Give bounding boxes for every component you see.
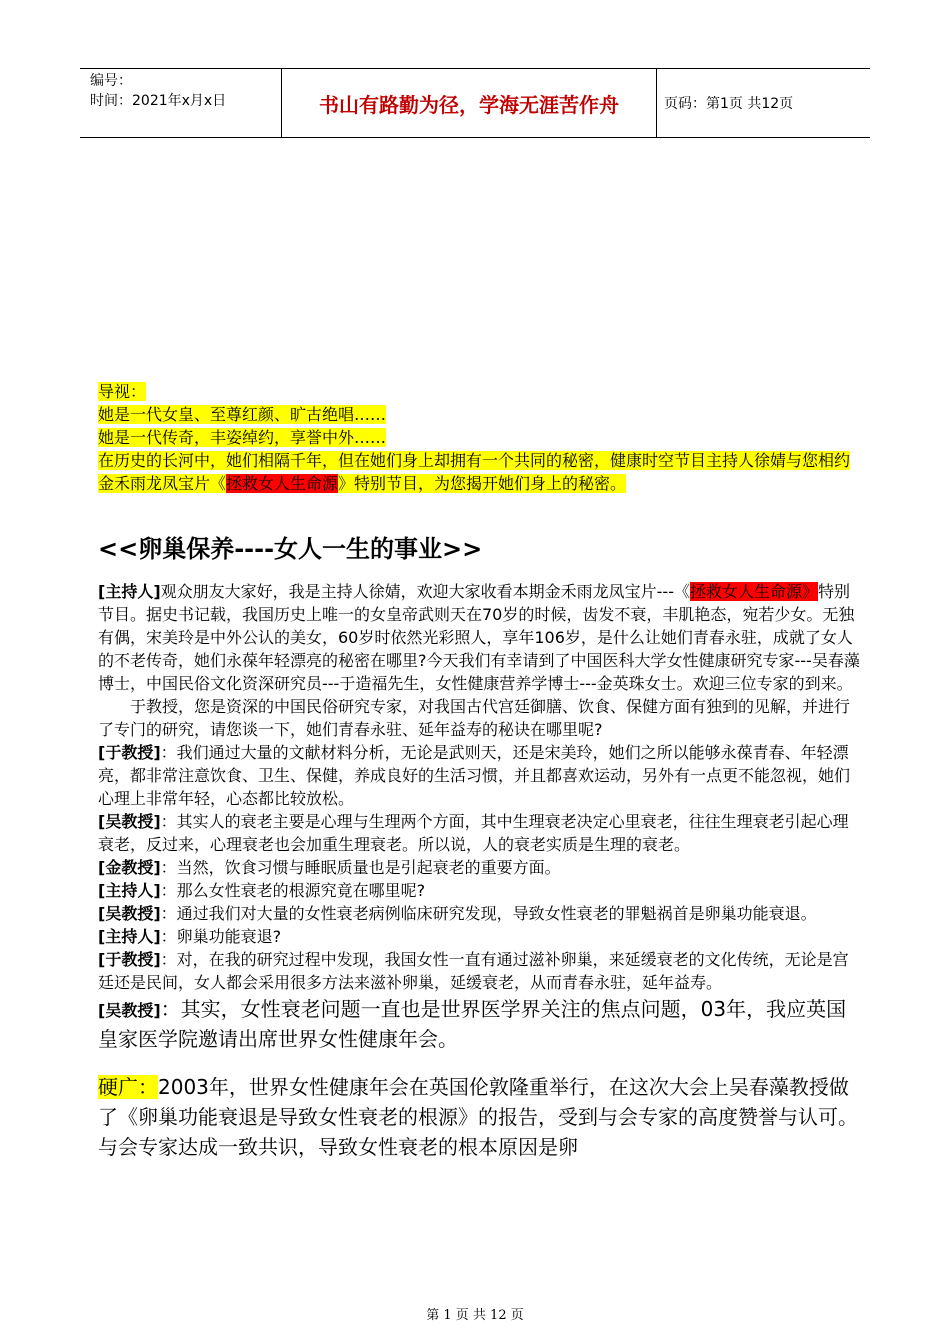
header-page-code: 页码：第1页 共12页 xyxy=(664,96,794,112)
paragraph-question: [主持人]：卵巢功能衰退? xyxy=(98,927,282,946)
speaker-label: [吴教授] xyxy=(98,1001,161,1020)
paragraph-question: 于教授，您是资深的中国民俗研究专家，对我国古代宫廷御膳、饮食、保健方面有独到的见解，并进行了专门的研究，请您谈一下，她们青春永驻、延年益寿的秘诀在哪里呢? xyxy=(98,697,851,739)
header-meta xyxy=(80,69,282,137)
guide-line-2: 她是一代传奇，丰姿绰约，享誉中外…… xyxy=(98,428,387,447)
paragraph-answer: [于教授]：对，在我的研究过程中发现，我国女性一直有通过滋补卵巢，来延缓衰老的文化传统，无论是宫廷还是民间，女人都会采用很多方法来滋补卵巢，延缓衰老，从而青春永驻，延年益寿。 xyxy=(98,950,849,992)
paragraph-answer: [吴教授]：其实，女性衰老问题一直也是世界医学界关注的焦点问题，03年，我应英国皇家医学院邀请出席世界女性健康年会。 xyxy=(98,997,847,1051)
speaker-label: [主持人] xyxy=(98,881,161,900)
header-motto: 书山有路勤为径，学海无涯苦作舟 xyxy=(282,69,657,137)
speaker-label: [于教授] xyxy=(98,950,161,969)
ad-label: 硬广： xyxy=(98,1075,158,1099)
speaker-label: [吴教授] xyxy=(98,904,161,923)
paragraph-answer: [吴教授]：其实人的衰老主要是心理与生理两个方面，其中生理衰老决定心里衰老，往往生理衰老引起心理衰老，反过来，心理衰老也会加重生理衰老。所以说，人的衰老实质是生理的衰老。 xyxy=(98,812,849,854)
page-header xyxy=(80,68,870,138)
guide-line-1: 她是一代女皇、至尊红颜、旷古绝唱…… xyxy=(98,405,387,424)
guide-line-3-red: 拯救女人生命源 xyxy=(226,474,339,493)
transcript-body xyxy=(98,580,860,1162)
guide-line-3-post: 》特别节目，为您揭开她们身上的秘密。 xyxy=(338,474,627,493)
document-title: <<卵巢保养----女人一生的事业>> xyxy=(98,535,483,563)
paragraph-host-intro: [主持人]观众朋友大家好，我是主持人徐婧，欢迎大家收看本期金禾雨龙凤宝片---《拯救女人生命源》特别节目。据史书记载，我国历史上唯一的女皇帝武则天在70岁的时候，齿发不衰，丰肌艳态，宛若少女。无独有偶，宋美玲是中外公认的美女，60岁时依然光彩照人，享年106岁，是什么让她们青春永驻，成就了女人的不老传奇，她们永葆年轻漂亮的秘密在哪里?今天我们有幸请到了中国医科大学女性健康研究专家---吴春藻博士，中国民俗文化资深研究员---于造福先生，女性健康营养学博士---金英珠女士。欢迎三位专家的到来。 xyxy=(98,582,860,693)
speaker-label: [吴教授] xyxy=(98,812,161,831)
speaker-label: [金教授] xyxy=(98,858,161,877)
paragraph-answer: [金教授]：当然，饮食习惯与睡眠质量也是引起衰老的重要方面。 xyxy=(98,858,561,877)
guide-line-3-pre: 在历史的长河中，她们相隔千年，但在她们身上却拥有一个共同的秘密，健康时空节目主持人徐婧与您相约金禾雨龙凤宝片《 xyxy=(98,451,851,493)
time-label: 时间：2021年x月x日 xyxy=(90,93,227,109)
speaker-label: [于教授] xyxy=(98,743,161,762)
program-title-highlight: 拯救女人生命源》 xyxy=(689,582,818,601)
paragraph-answer: [于教授]：我们通过大量的文献材料分析，无论是武则天，还是宋美玲，她们之所以能够永葆青春、年轻漂亮，都非常注意饮食、卫生、保健，养成良好的生活习惯，并且都喜欢运动，另外有一点更不能忽视，她们心理上非常年轻，心态都比较放松。 xyxy=(98,743,851,808)
speaker-label: [主持人] xyxy=(98,927,161,946)
page-footer: 第 1 页 共 12 页 xyxy=(426,1308,524,1323)
speaker-label: [主持人] xyxy=(98,582,161,601)
paragraph-answer: [吴教授]：通过我们对大量的女性衰老病例临床研究发现，导致女性衰老的罪魁祸首是卵巢功能衰退。 xyxy=(98,904,817,923)
paragraph-question: [主持人]：那么女性衰老的根源究竟在哪里呢? xyxy=(98,881,426,900)
number-label: 编号： xyxy=(90,73,132,89)
guide-section xyxy=(98,380,858,495)
paragraph-ad: 硬广：2003年，世界女性健康年会在英国伦敦隆重举行，在这次大会上吴春藻教授做了《卵巢功能衰退是导致女性衰老的根源》的报告，受到与会专家的高度赞誉与认可。与会专家达成一致共识，导致女性衰老的根本原因是卵 xyxy=(98,1075,858,1159)
guide-title: 导视： xyxy=(98,382,147,401)
